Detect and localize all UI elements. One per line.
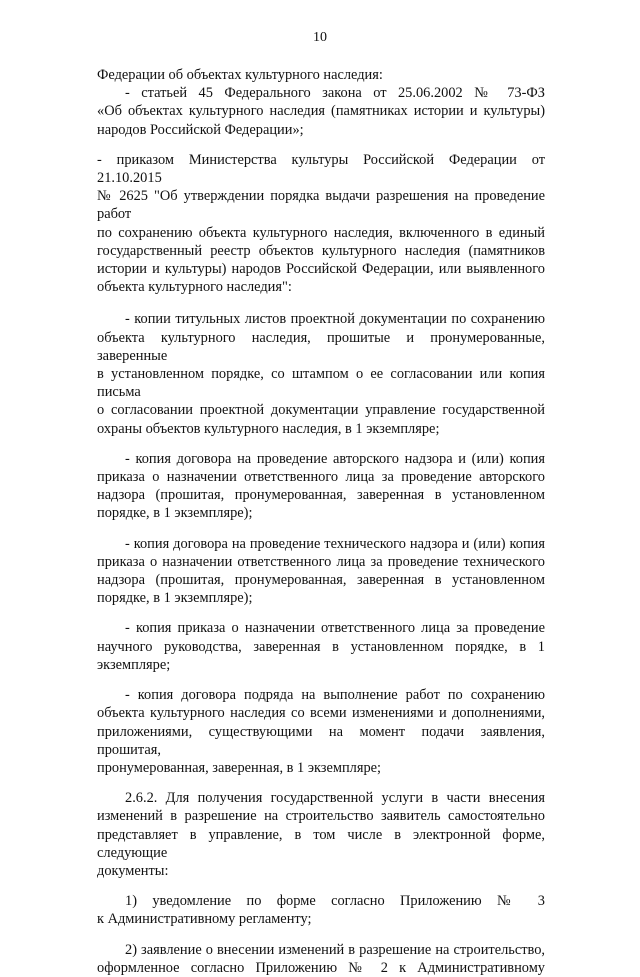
text-line: № 2625 "Об утверждении порядка выдачи разрешения на проведение работ — [97, 188, 545, 223]
paragraph-author-supervision — [97, 450, 545, 523]
text-line: к Административному регламенту; — [97, 911, 312, 928]
paragraph-section-2-6-2 — [97, 789, 545, 880]
text-line: 2.6.2. Для получения государственной услуги в части внесения — [125, 790, 545, 807]
text-line: - копия договора на проведение технического надзора и (или) копия — [125, 535, 545, 552]
text-line: 1) уведомление по форме согласно Приложению № 3 — [125, 893, 545, 910]
text-line: 2) заявление о внесении изменений в разрешение на строительство, — [125, 941, 545, 958]
text-line: порядке, в 1 экземпляре); — [97, 505, 253, 522]
text-line: оформленное согласно Приложению № 2 к Административному — [97, 959, 545, 976]
text-line: объекта культурного наследия, прошитые и пронумерованные, заверенные — [97, 329, 545, 364]
text-line: - статьей 45 Федерального закона от 25.06.2002 № 73-ФЗ — [125, 85, 545, 102]
text-line: пронумерованная, заверенная, в 1 экземпляре; — [97, 759, 382, 776]
text-line: народов Российской Федерации»; — [97, 121, 304, 138]
text-line: объекта культурного наследия со всеми изменениями и дополнениями, — [97, 705, 545, 722]
paragraph-technical-supervision — [97, 535, 545, 608]
text-line: государственный реестр объектов культурного наследия (памятников — [97, 242, 545, 259]
list-item-2 — [97, 941, 545, 977]
text-line: представляет в управление, в том числе в электронной форме, следующие — [97, 826, 545, 861]
text-line: приказа о назначении ответственного лица за проведение авторского — [97, 469, 545, 486]
text-line: приказа о назначении ответственного лица за проведение технического — [97, 553, 545, 570]
page-number: 10 — [313, 30, 327, 45]
text-line: надзора (прошитая, пронумерованная, заверенная в установленном — [97, 572, 545, 589]
paragraph-federal-law — [97, 66, 545, 139]
text-line: - копии титульных листов проектной документации по сохранению — [125, 311, 545, 328]
text-line: - копия приказа о назначении ответственного лица за проведение — [125, 620, 545, 637]
paragraph-scientific-supervision — [97, 619, 545, 674]
list-item-1 — [97, 892, 545, 928]
text-line: научного руководства, заверенная в установленном порядке, в 1 — [97, 638, 545, 655]
text-line: истории и культуры) народов Российской Федерации, или выявленного — [97, 261, 545, 278]
text-line: о согласовании проектной документации управление государственной — [97, 402, 545, 419]
text-line: по сохранению объекта культурного наследия, включенного в единый — [97, 224, 545, 241]
text-line: экземпляре; — [97, 656, 171, 673]
text-line: - приказом Министерства культуры Российской Федерации от 21.10.2015 — [97, 151, 545, 187]
paragraph-title-sheets — [97, 310, 545, 437]
text-line: надзора (прошитая, пронумерованная, заверенная в установленном — [97, 487, 545, 504]
text-line: порядке, в 1 экземпляре); — [97, 590, 253, 607]
text-line: - копия договора подряда на выполнение работ по сохранению — [125, 687, 545, 704]
text-line: Федерации об объектах культурного наследия: — [97, 67, 383, 83]
text-line: объекта культурного наследия": — [97, 279, 292, 296]
text-line: документы: — [97, 862, 169, 879]
text-line: охраны объектов культурного наследия, в 1 экземпляре; — [97, 420, 440, 437]
text-line: «Об объектах культурного наследия (памятниках истории и культуры) — [97, 103, 545, 120]
paragraph-ministry-order — [97, 151, 545, 297]
text-line: в установленном порядке, со штампом о ее согласовании или копия письма — [97, 366, 545, 401]
document-body — [97, 66, 545, 977]
text-line: - копия договора на проведение авторского надзора и (или) копия — [125, 450, 545, 467]
text-line: приложениями, существующими на момент подачи заявления, прошитая, — [97, 723, 545, 758]
paragraph-contract — [97, 686, 545, 777]
text-line: изменений в разрешение на строительство заявитель самостоятельно — [97, 808, 545, 825]
